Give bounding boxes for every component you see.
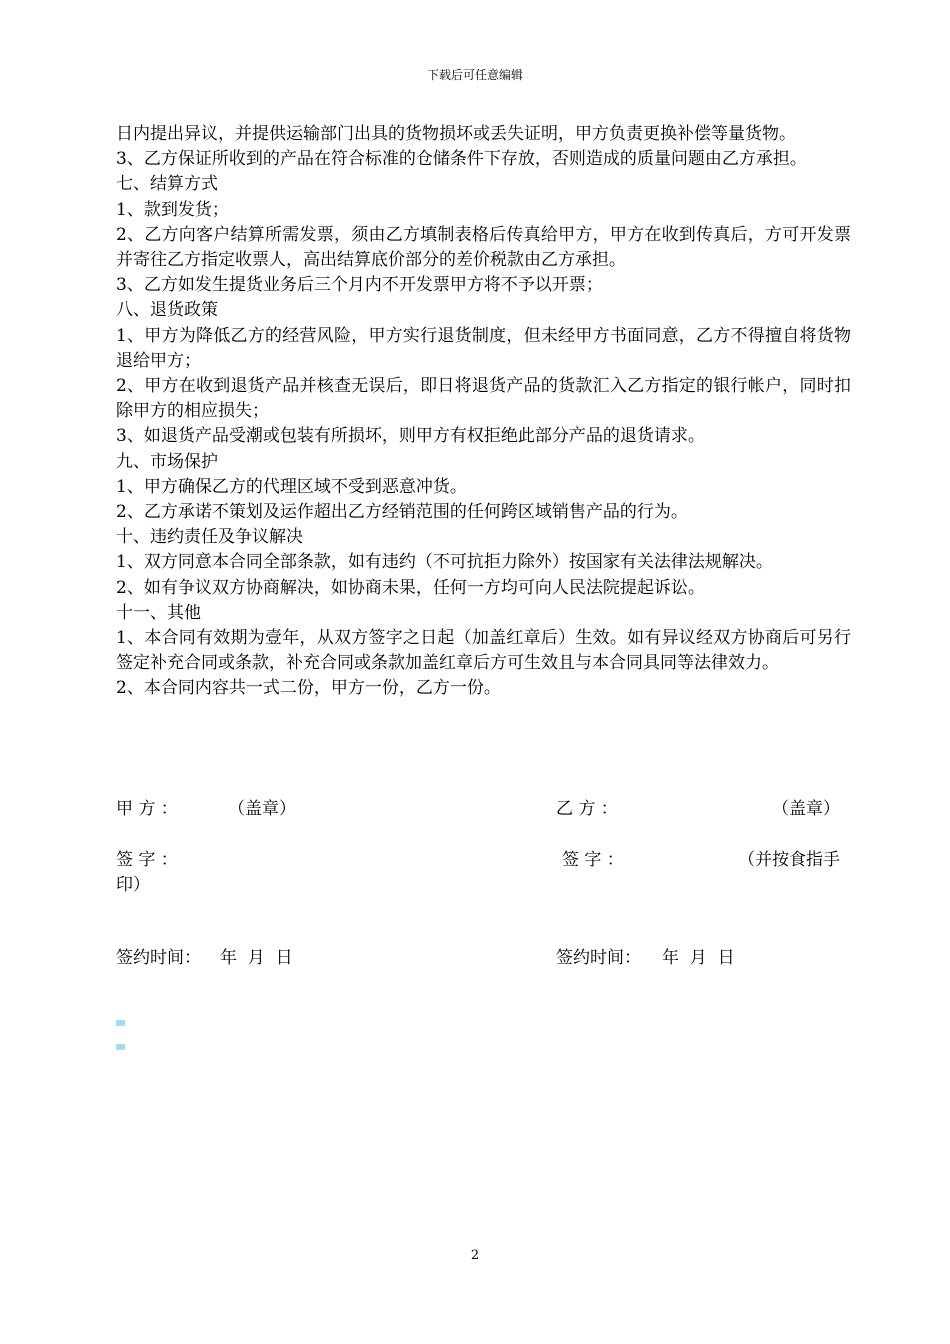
party-b-sign-note: （并按食指手	[738, 850, 840, 870]
section-heading: 九、市场保护	[116, 451, 218, 472]
paragraph: 1、款到发货；	[116, 199, 229, 220]
section-heading: 十一、其他	[116, 602, 201, 623]
paragraph: 1、双方同意本合同全部条款，如有违约（不可抗拒力除外）按国家有关法律法规解决。	[116, 552, 773, 573]
paragraph-marker	[116, 1020, 125, 1026]
party-b-seal: （盖章）	[772, 799, 840, 819]
section-heading: 十、违约责任及争议解决	[116, 527, 303, 548]
paragraph: 2、本合同内容共一式二份，甲方一份，乙方一份。	[116, 678, 501, 699]
party-a-seal: （盖章）	[228, 799, 296, 819]
paragraph: 1、甲方为降低乙方的经营风险，甲方实行退货制度，但未经甲方书面同意，乙方不得擅自将货物退给甲方；	[116, 325, 851, 371]
paragraph: 1、本合同有效期为壹年，从双方签字之日起（加盖红章后）生效。如有异议经双方协商后可另行签定补充合同或条款，补充合同或条款加盖红章后方可生效且与本合同具同等法律效力。	[116, 628, 851, 674]
paragraph: 2、乙方向客户结算所需发票，须由乙方填制表格后传真给甲方，甲方在收到传真后，方可开发票并寄往乙方指定收票人，高出结算底价部分的差价税款由乙方承担。	[116, 224, 851, 271]
party-b-label: 乙 方 ：	[556, 799, 618, 819]
party-b-date-label: 签约时间：	[556, 948, 641, 968]
party-a-sign-label: 签 字 ：	[116, 850, 178, 870]
paragraph: 2、甲方在收到退货产品并核查无误后，即日将退货产品的货款汇入乙方指定的银行帐户，同时扣除甲方的相应损失；	[116, 376, 851, 422]
party-a-label: 甲 方 ：	[116, 799, 178, 819]
paragraph: 2、如有争议双方协商解决，如协商未果，任何一方均可向人民法院提起诉讼。	[116, 577, 705, 598]
party-a-date-value: 年 月 日	[220, 948, 293, 968]
paragraph: 日内提出异议，并提供运输部门出具的货物损坏或丢失证明，甲方负责更换补偿等量货物。	[116, 124, 796, 144]
party-b-date-value: 年 月 日	[662, 948, 735, 968]
paragraph: 1、甲方确保乙方的代理区域不受到恶意冲货。	[116, 476, 467, 497]
paragraph: 3、如退货产品受潮或包装有所损坏，则甲方有权拒绝此部分产品的退货请求。	[116, 426, 705, 447]
section-heading: 七、结算方式	[116, 174, 218, 195]
page-number: 2	[470, 1248, 480, 1263]
contract-body	[116, 122, 851, 702]
paragraph: 3、乙方如发生提货业务后三个月内不开发票甲方将不予以开票；	[116, 275, 603, 296]
party-b-sign-note-cont: 印）	[116, 875, 150, 895]
paragraph-marker	[116, 1044, 125, 1050]
party-a-date-label: 签约时间：	[116, 948, 201, 968]
paragraph: 3、乙方保证所收到的产品在符合标准的仓储条件下存放，否则造成的质量问题由乙方承担。	[116, 149, 807, 170]
page-header: 下载后可任意编辑	[426, 68, 523, 82]
party-b-sign-label: 签 字 ：	[562, 850, 624, 870]
paragraph: 2、乙方承诺不策划及运作超出乙方经销范围的任何跨区域销售产品的行为。	[116, 502, 688, 523]
section-heading: 八、退货政策	[116, 300, 218, 321]
